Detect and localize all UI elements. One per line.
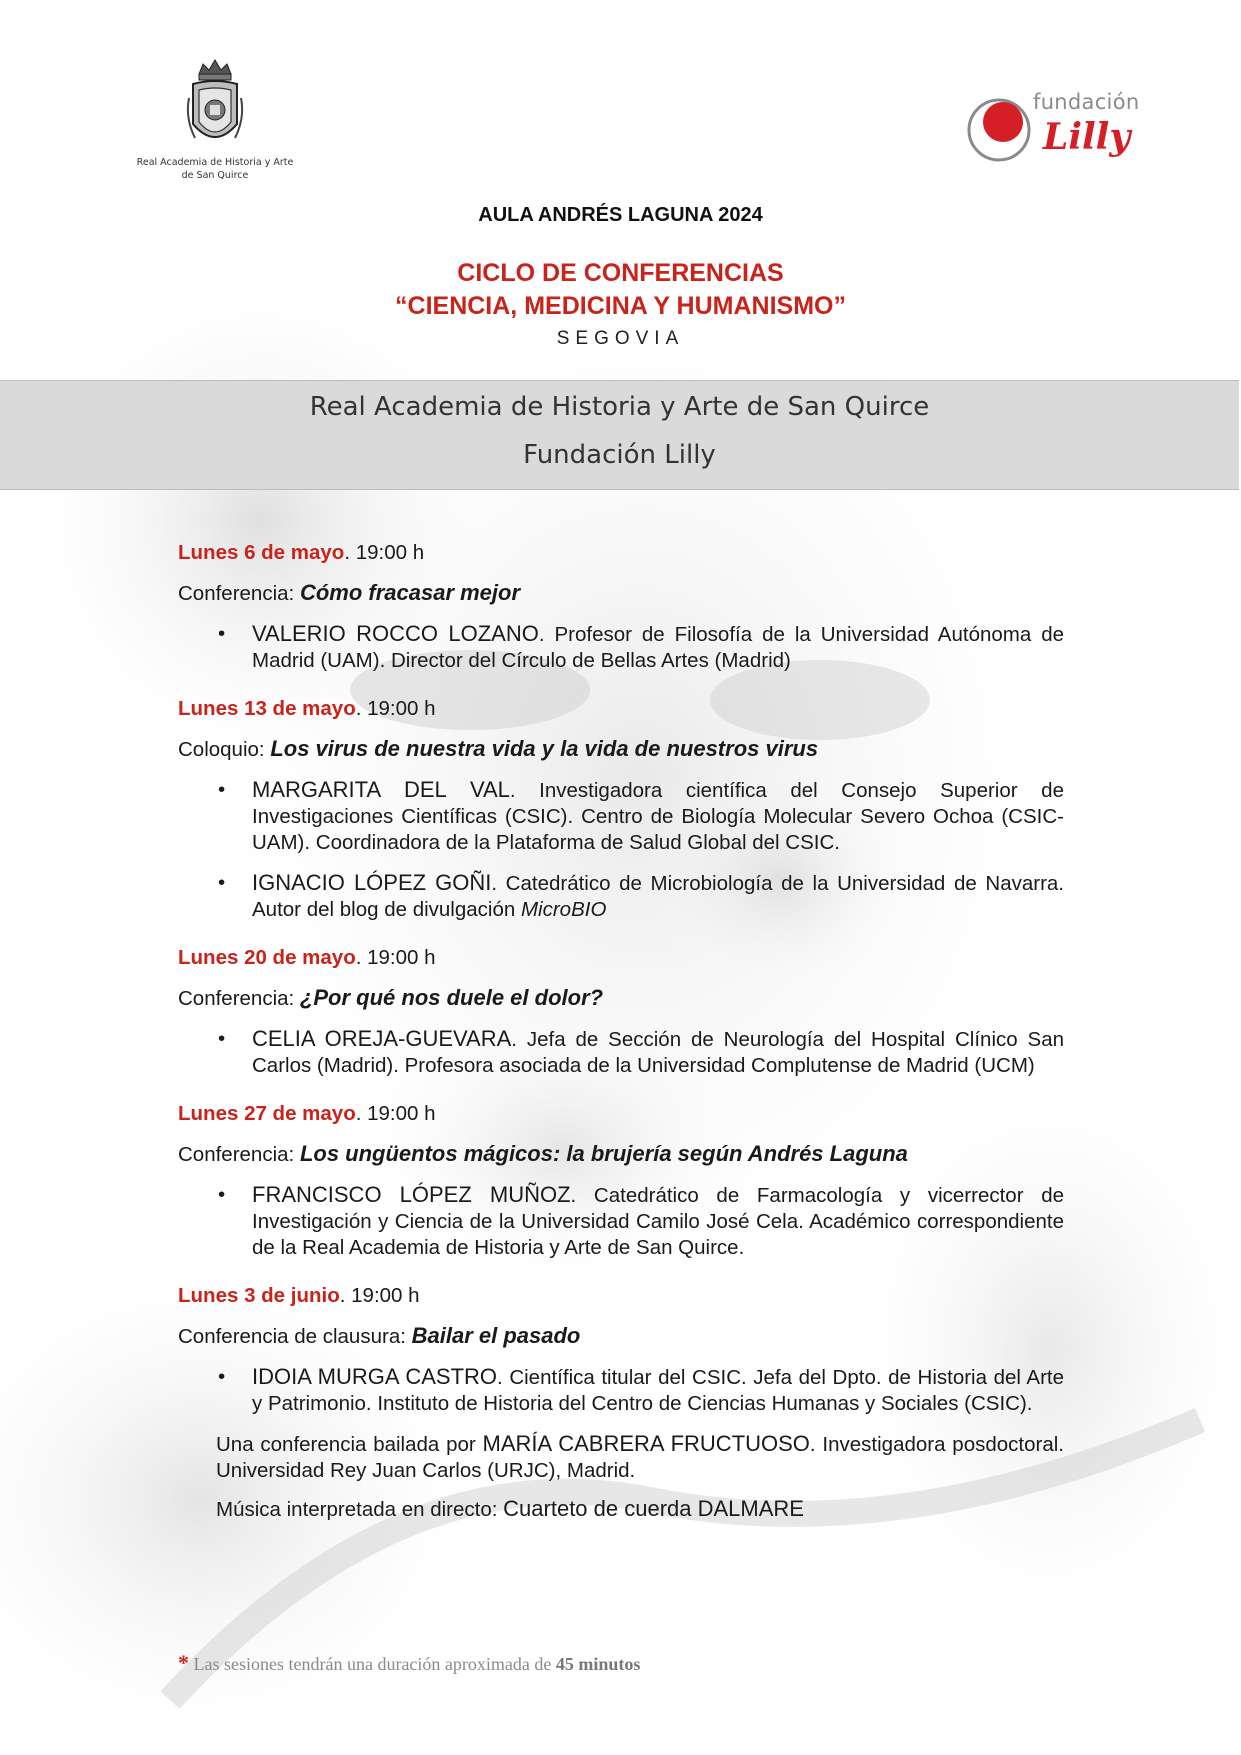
session-title: Los virus de nuestra vida y la vida de nuestros virus	[270, 736, 819, 761]
session-date-line	[178, 945, 1064, 971]
speaker-item	[178, 870, 1064, 923]
session-type: Conferencia de clausura:	[178, 1325, 412, 1348]
session-item	[178, 540, 1064, 674]
lilly-wordmark: Lilly	[1043, 116, 1131, 158]
cycle-title-line2: “CIENCIA, MEDICINA Y HUMANISMO”	[395, 292, 846, 320]
session-talk-line	[178, 580, 1064, 607]
cycle-title-line1: CICLO DE CONFERENCIAS	[457, 259, 784, 287]
session-date: Lunes 27 de mayo	[178, 1102, 356, 1125]
session-item	[178, 1101, 1064, 1261]
bullet-icon: •	[218, 778, 226, 801]
session-talk-line	[178, 736, 1064, 763]
dance-performance-line	[178, 1431, 1064, 1484]
aula-title: AULA ANDRÉS LAGUNA 2024	[478, 204, 763, 226]
speaker-item	[178, 1364, 1064, 1417]
speaker-name: IDOIA MURGA CASTRO	[252, 1364, 498, 1389]
city-name: SEGOVIA	[556, 328, 685, 349]
session-type: Conferencia:	[178, 1143, 300, 1166]
session-talk-line	[178, 1141, 1064, 1168]
speaker-item	[178, 621, 1064, 674]
session-item	[178, 945, 1064, 1079]
speaker-bio: . Científica titular del CSIC. Jefa del Dpto. de Historia del Arte y Patrimonio. Instituto de Historia del Centro de Ciencias Humanas y Sociales (CSIC).	[252, 1366, 1064, 1415]
bullet-icon: •	[218, 1183, 226, 1206]
speaker-name: IGNACIO LÓPEZ GOÑI	[252, 870, 492, 895]
speaker-name: CELIA OREJA-GUEVARA	[252, 1026, 512, 1051]
asterisk-icon: *	[178, 1650, 189, 1675]
dance-prefix: Una conferencia bailada por	[216, 1433, 483, 1456]
session-type: Coloquio:	[178, 738, 271, 761]
lilly-fundacion-text: fundación	[1033, 90, 1140, 114]
session-date: Lunes 6 de mayo	[178, 541, 345, 564]
music-ensemble: Cuarteto de cuerda DALMARE	[503, 1496, 804, 1521]
speaker-item	[178, 1026, 1064, 1079]
academy-logo	[120, 58, 310, 182]
session-date: Lunes 20 de mayo	[178, 946, 356, 969]
session-item	[178, 696, 1064, 923]
speaker-name: VALERIO ROCCO LOZANO	[252, 621, 539, 646]
bullet-icon: •	[218, 871, 226, 894]
speaker-bio: . Catedrático de Microbiología de la Universidad de Navarra. Autor del blog de divulgación	[252, 872, 1064, 921]
session-time: . 19:00 h	[339, 1284, 420, 1307]
session-time: . 19:00 h	[344, 541, 425, 564]
session-title: ¿Por qué nos duele el dolor?	[299, 985, 604, 1010]
lilly-swirl-icon	[965, 94, 1037, 166]
session-type: Conferencia:	[178, 987, 300, 1010]
session-date-line	[178, 1283, 1064, 1309]
duration-footnote	[178, 1650, 640, 1676]
speaker-item	[178, 1182, 1064, 1261]
session-item	[178, 1283, 1064, 1523]
bullet-icon: •	[218, 1027, 226, 1050]
session-date-line	[178, 1101, 1064, 1127]
footnote-text: Las sesiones tendrán una duración aproximada de	[189, 1654, 556, 1674]
speaker-item	[178, 777, 1064, 856]
academy-coat-of-arms-icon	[185, 58, 245, 154]
footnote-duration: 45 minutos	[555, 1654, 641, 1674]
session-type: Conferencia:	[178, 582, 300, 605]
academy-name-line2: de San Quirce	[181, 170, 249, 181]
live-music-line	[178, 1496, 1064, 1523]
session-title: Los ungüentos mágicos: la brujería según Andrés Laguna	[299, 1141, 908, 1166]
speaker-bio: . Profesor de Filosofía de la Universidad Autónoma de Madrid (UAM). Director del Círculo de Bellas Artes (Madrid)	[252, 623, 1065, 672]
session-time: . 19:00 h	[355, 1102, 436, 1125]
session-time: . 19:00 h	[355, 697, 436, 720]
bullet-icon: •	[218, 1365, 226, 1388]
session-date: Lunes 3 de junio	[178, 1284, 340, 1307]
speaker-name: FRANCISCO LÓPEZ MUÑOZ	[252, 1182, 571, 1207]
session-date-line	[178, 540, 1064, 566]
speaker-blog-name: MicroBIO	[520, 898, 607, 921]
session-time: . 19:00 h	[355, 946, 436, 969]
fundacion-lilly-logo	[965, 88, 1165, 168]
organizer-lilly: Fundación Lilly	[523, 440, 716, 470]
dancer-name: MARÍA CABRERA FRUCTUOSO	[482, 1431, 810, 1456]
academy-name-line1: Real Academia de Historia y Arte	[136, 157, 294, 168]
speaker-bio: . Jefa de Sección de Neurología del Hospital Clínico San Carlos (Madrid). Profesora asociada de la Universidad Complutense de Madrid (UCM)	[252, 1028, 1064, 1077]
bullet-icon: •	[218, 622, 226, 645]
organizer-academy: Real Academia de Historia y Arte de San Quirce	[309, 392, 930, 422]
session-title: Bailar el pasado	[411, 1323, 581, 1348]
session-talk-line	[178, 1323, 1064, 1350]
dancer-bio: . Investigadora posdoctoral. Universidad Rey Juan Carlos (URJC), Madrid.	[216, 1433, 1064, 1482]
organizers-band	[0, 380, 1239, 490]
session-talk-line	[178, 985, 1064, 1012]
music-prefix: Música interpretada en directo:	[216, 1498, 504, 1521]
speaker-bio: . Investigadora científica del Consejo Superior de Investigaciones Científicas (CSIC). Centro de Biología Molecular Severo Ochoa (CSIC-UAM). Coordinadora de la Plataforma de Salud Global del CSIC.	[252, 779, 1064, 854]
session-date: Lunes 13 de mayo	[178, 697, 356, 720]
session-date-line	[178, 696, 1064, 722]
academy-name	[120, 156, 310, 182]
program-list	[178, 540, 1064, 1545]
speaker-name: MARGARITA DEL VAL	[252, 777, 510, 802]
session-title: Cómo fracasar mejor	[299, 580, 521, 605]
speaker-bio: . Catedrático de Farmacología y vicerrector de Investigación y Ciencia de la Universidad Camilo José Cela. Académico correspondiente de la Real Academia de Historia y Arte de San Quirce.	[252, 1184, 1065, 1259]
